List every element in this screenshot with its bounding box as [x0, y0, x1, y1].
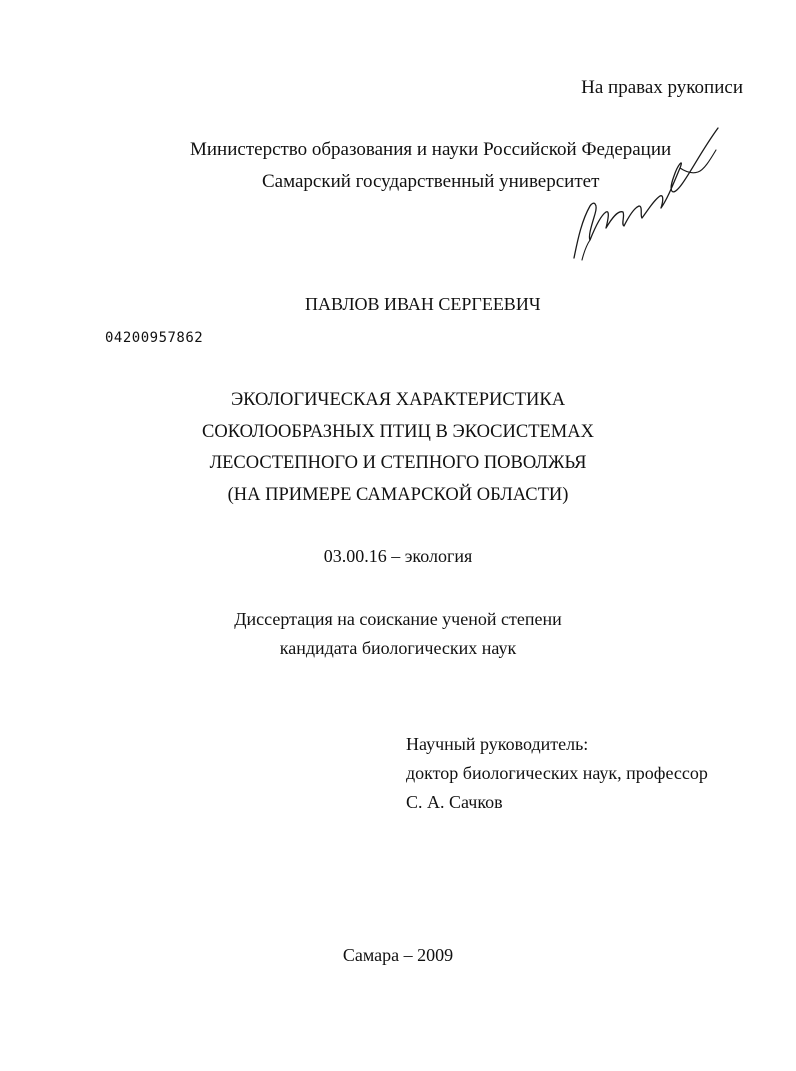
title-line: (НА ПРИМЕРЕ САМАРСКОЙ ОБЛАСТИ) — [227, 484, 569, 505]
author-name: ПАВЛОВ ИВАН СЕРГЕЕВИЧ — [305, 294, 541, 314]
advisor-credentials: доктор биологических наук, профессор — [406, 763, 708, 783]
handwritten-signature — [568, 120, 728, 265]
scientific-advisor — [406, 730, 708, 817]
degree-statement — [0, 605, 796, 663]
dissertation-title — [0, 385, 796, 511]
title-line: СОКОЛООБРАЗНЫХ ПТИЦ В ЭКОСИСТЕМАХ — [202, 421, 594, 442]
rights-notice: На правах рукописи — [581, 77, 743, 98]
degree-line: Диссертация на соискание ученой степени — [234, 609, 562, 629]
advisor-label: Научный руководитель: — [406, 734, 589, 754]
advisor-name: С. А. Сачков — [406, 792, 503, 812]
title-line: ЛЕСОСТЕПНОГО И СТЕПНОГО ПОВОЛЖЬЯ — [209, 453, 587, 473]
specialty-code: 03.00.16 – экология — [323, 546, 473, 566]
degree-line: кандидата биологических наук — [279, 638, 517, 658]
ministry-name: Министерство образования и науки Российской Федерации — [190, 139, 672, 160]
university-name: Самарский государственный университет — [262, 171, 600, 192]
document-code: 04200957862 — [105, 330, 204, 346]
title-line: ЭКОЛОГИЧЕСКАЯ ХАРАКТЕРИСТИКА — [230, 390, 566, 410]
city-year: Самара – 2009 — [342, 945, 454, 965]
